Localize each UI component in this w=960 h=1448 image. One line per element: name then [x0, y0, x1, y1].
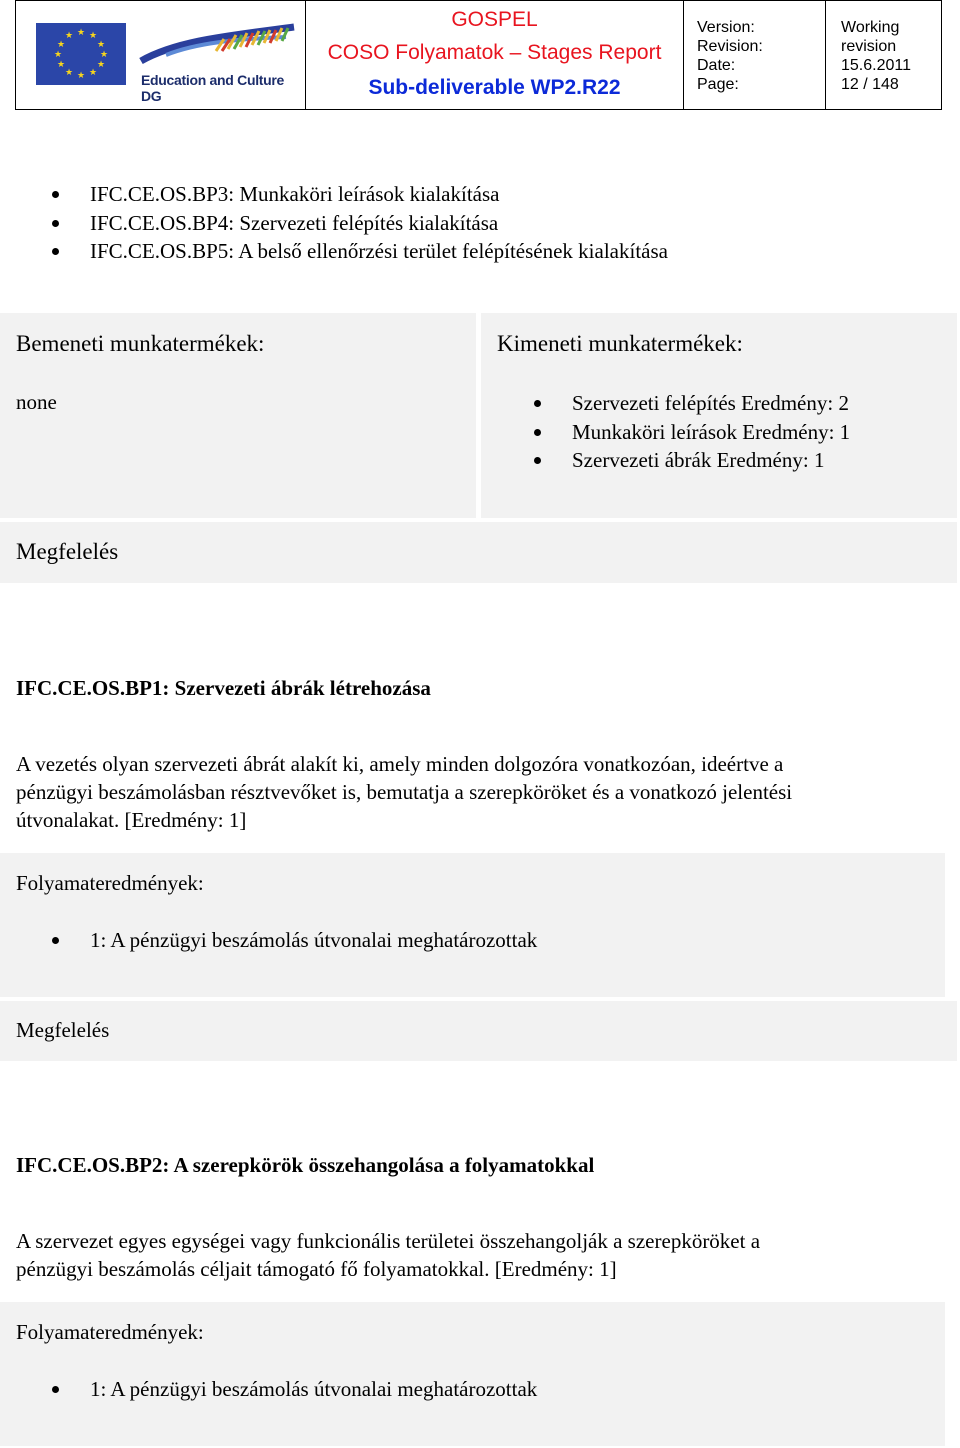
bullet-icon — [534, 457, 541, 464]
inputs-value: none — [16, 390, 57, 414]
revision-label: Revision: — [697, 38, 763, 55]
deliverable-name: Sub-deliverable WP2.R22 — [368, 76, 621, 99]
version-value: Working — [841, 19, 900, 36]
bp2-description: A szervezet egyes egységei vagy funkcionális területei összehangolják a szerepköröket a pénzügyi beszámolás céljait támogató fő folyamatokkal. [Eredmény: 1] — [16, 1229, 761, 1281]
bp2-title: IFC.CE.OS.BP2: A szerepkörök összehangolása a folyamatokkal — [16, 1153, 595, 1177]
report-name: COSO Folyamatok – Stages Report — [327, 41, 662, 64]
version-label: Version: — [697, 19, 755, 36]
date-value: 15.6.2011 — [841, 57, 911, 74]
meta-labels-cell — [684, 1, 826, 109]
bullet-icon — [52, 937, 59, 944]
compliance-label: Megfelelés — [16, 539, 119, 564]
outputs-panel: Kimeneti munkatermékek: Szervezeti felépítés Eredmény: 2 Munkaköri leírások Eredmény: 1 Szervezeti ábrák Eredmény: 1 — [481, 313, 957, 518]
revision-value: revision — [841, 38, 897, 55]
project-name: GOSPEL — [451, 8, 538, 31]
results-heading: Folyamateredmények: — [16, 871, 204, 895]
date-label: Date: — [697, 57, 736, 74]
outputs-heading: Kimeneti munkatermékek: — [497, 331, 743, 356]
inputs-panel — [0, 313, 476, 518]
page-label: Page: — [697, 76, 739, 93]
bp1-title: IFC.CE.OS.BP1: Szervezeti ábrák létrehozása — [16, 676, 431, 700]
bullet-icon — [52, 1386, 59, 1393]
bullet-icon — [52, 191, 59, 198]
meta-values-cell — [826, 1, 941, 109]
education-culture-swoosh-icon — [136, 21, 298, 71]
bp1-results-panel: Folyamateredmények: 1: A pénzügyi beszámolás útvonalai meghatározottak — [0, 853, 945, 997]
results-heading: Folyamateredmények: — [16, 1320, 204, 1344]
bp1-description: A vezetés olyan szervezeti ábrát alakít ki, amely minden dolgozóra vonatkozóan, ideértve a pénzügyi beszámolásban résztvevőket is, bemutatja a szerepköröket és a vonatkozó jelentési útvonalakat. [Eredmény: 1] — [16, 752, 793, 832]
bullet-icon — [52, 248, 59, 255]
report-title-cell — [306, 1, 684, 109]
bullet-icon — [534, 400, 541, 407]
bp2-results-panel: Folyamateredmények: 1: A pénzügyi beszámolás útvonalai meghatározottak — [0, 1302, 945, 1446]
eu-flag-logo: ★ ★ ★ ★ ★ ★ ★ ★ ★ ★ ★ ★ — [36, 23, 126, 85]
compliance-panel — [0, 1001, 957, 1061]
inputs-heading: Bemeneti munkatermékek: — [16, 331, 265, 356]
bullet-icon — [52, 220, 59, 227]
page-number: 12 / 148 — [841, 76, 899, 93]
compliance-panel — [0, 522, 957, 583]
bullet-icon — [534, 429, 541, 436]
document-header — [15, 0, 942, 110]
logo-cell — [16, 1, 306, 109]
logo-text: Education and Culture DG — [141, 72, 285, 104]
compliance-label: Megfelelés — [16, 1018, 110, 1042]
